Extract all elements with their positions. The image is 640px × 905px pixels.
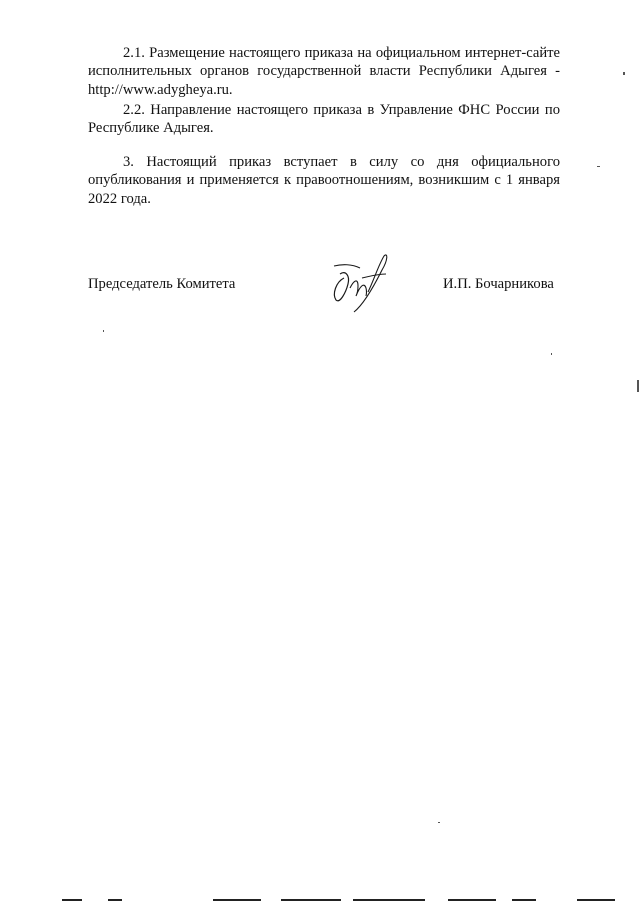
scan-edge-line xyxy=(108,899,122,901)
scan-edge-line xyxy=(448,899,496,901)
handwritten-signature xyxy=(326,248,396,320)
scan-edge-line xyxy=(213,899,261,901)
scan-edge-line xyxy=(577,899,615,901)
scan-speck xyxy=(637,380,639,392)
scan-edge-line xyxy=(353,899,425,901)
signatory-title: Председатель Комитета xyxy=(88,276,236,292)
scan-edge-line xyxy=(281,899,341,901)
paragraph-3: 3. Настоящий приказ вступает в силу со дня официального опубликования и применяется к правоотношениям, возникшим с 1 января 2022 года. xyxy=(88,154,560,207)
signatory-name: И.П. Бочарникова xyxy=(443,276,554,292)
paragraph-2-1: 2.1. Размещение настоящего приказа на официальном интернет-сайте исполнительных органов государственной власти Республики Адыгея - http://www.adygheya.ru. xyxy=(88,45,560,98)
scan-speck xyxy=(438,822,440,823)
scan-edge-line xyxy=(62,899,82,901)
scan-edge-line xyxy=(512,899,536,901)
scan-speck xyxy=(103,330,104,332)
scan-speck xyxy=(551,353,552,355)
scan-speck xyxy=(623,72,625,75)
paragraph-2-2: 2.2. Направление настоящего приказа в Управление ФНС России по Республике Адыгея. xyxy=(88,102,560,137)
scan-speck xyxy=(597,166,600,167)
